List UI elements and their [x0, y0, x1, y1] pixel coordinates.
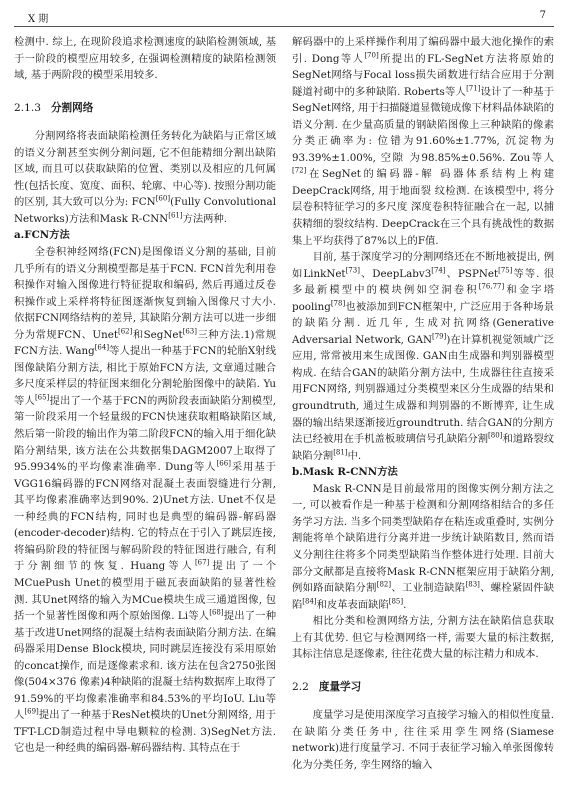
- segnet-continued-paragraph: 解码器中的上采样操作利用了编码器中最大池化操作的索引. Dong等人[70]所提出的FL-SegNet方法将原始的SegNet网络与Focal loss损失函数进行结合应用于分割隧道衬砌中的多种缺陷. Roberts等人[71]设计了一种基于SegNet网络, 用于扫描隧道显微镜成像下材料晶体缺陷的语义分割. 在少量高质量的钢缺陷图像上三种缺陷的像素分类正确率为: 位错为91.60%±1.77%, 沉淀物为93.39%±1.00%, 空隙 为98.85%±0.56%. Zou等人[72]在SegNet的编码器-解 码器体系结构上构建DeepCrack网络, 用于地面裂 纹检测. 在该模型中, 将分层卷积特征学习的多尺度 深度卷积特征融合在一起, 以捕获精细的裂纹结构. DeepCrack在三个具有挑战性的数据集上平均获得了87%以上的F值.: [292, 36, 554, 247]
- citation-ref: [72]: [292, 166, 307, 175]
- section-title: 分割网络: [50, 101, 94, 114]
- section-number: 2.1.3: [14, 101, 41, 114]
- page-number: 7: [539, 10, 546, 21]
- segmentation-paragraph-1: 分割网络将表面缺陷检测任务转化为缺陷与正常区域的语义分割甚至实例分割问题, 它不但能精细分割出缺陷区域, 而且可以获取缺陷的位置、类别以及相应的几何属性(包括长度、宽度、面积、轮廓、中心等). 按照分割功能的区别, 其大致可以分为: FCN[60](Fully Convolutional Networks)方法和Mask R-CNN[61]方法两种.: [14, 130, 276, 225]
- citation-ref: [63]: [182, 327, 197, 336]
- citation-ref: [61]: [168, 211, 183, 220]
- citation-ref: [70]: [364, 51, 379, 60]
- citation-ref: [85]: [388, 597, 404, 606]
- fcn-paragraph: 全卷积神经网络(FCN)是图像语义分割的基础, 目前几乎所有的语义分割模型都是基于FCN. FCN首先利用卷积操作对输入图像进行特征提取和编码, 然后再通过反卷积操作或上采样将特征图逐渐恢复到输入图像尺寸大小. 依据FCN网络结构的差异, 其缺陷分割方法可以进一步细分为常规FCN、Unet[62]和SegNet[63]三种方法.1)常规FCN方法. Wang[64]等人提出一种基于FCN的轮胎X射线图像缺陷分割方法, 相比于原始FCN方法, 文章通过融合多尺度采样层的特征图来细化分割轮胎图像中的缺陷. Yu等人[65]提出了一个基于FCN的两阶段表面缺陷分割模型, 第一阶段采用一个轻量级的FCN快速获取粗略缺陷区域, 然后第一阶段的输出作为第二阶段FCN的输入用于细化缺陷分割结果, 该方法在公共数据集DAGM2007上取得了95.9934%的平均像素准确率. Dung等人[66]采用基于VGG16编码器的FCN网络对混凝土表面裂缝进行分割, 其平均像素准确率达到90%. 2)Unet方法. Unet不仅是一种经典的FCN结构, 同时也是典型的编码器-解码器(encoder-decoder)结构. 它的特点在于引入了跳层连接, 将编码阶段的特征图与解码阶段的特征图进行融合, 有利于分割细节的恢复. Huang等人[67]提出了一个MCuePush Unet的模型用于磁瓦表面缺陷的显著性检测. 其Unet网络的输入为MCue模块生成三通道图像, 包括一个显著性图像和两个原始图像. Li等人[68]提出了一种基于改进Unet网络的混凝土结构表面缺陷分割方法. 在编码器采用Dense Block模块, 同时跳层连接没有采用原始的concat操作, 而是逐像素求和. 该方法在包含2750张图像(504×376 像素)4种缺陷的混凝土结构数据库上取得了91.59%的平均像素准确率和84.53%的平均IoU. Liu等人[69]提出了一种基于ResNet模块的Unet分割网络, 用于TFT-LCD制造过程中导电颗粒的检测. 3)SegNet方法. 它也是一种经典的编码器-解码器结构. 其特点在于: [14, 246, 277, 755]
- section-number: 2.2: [292, 680, 309, 693]
- left-column: [14, 34, 276, 757]
- subheading-mask-rcnn: b.Mask R-CNN方法: [292, 466, 398, 479]
- citation-ref: [79]: [431, 332, 447, 341]
- right-column: [292, 34, 554, 774]
- section-heading-segmentation: [14, 100, 276, 117]
- mask-rcnn-paragraph: Mask R-CNN是目前最常用的图像实例分割方法之一, 可以被看作是一种基于检测和分割网络相结合的多任务学习方法. 当多个同类型缺陷存在粘连或重叠时, 实例分割能将单个缺陷进行分离并进一步统计缺陷数目, 然而语义分割往往将多个同类型缺陷当作整体进行处理. 目前大部分文献都是直接将Mask R-CNN框架应用于缺陷分割, 例如路面缺陷分割[82]、工业制造缺陷[83]、螺栓紧固件缺陷[84]和皮革表面缺陷[85].: [292, 482, 555, 611]
- citation-ref: [60]: [155, 194, 171, 203]
- citation-ref: [84]: [302, 597, 317, 606]
- comparison-paragraph: 相比分类和检测网络方法, 分割方法在缺陷信息获取上有其优势. 但它与检测网络一样, 需要大量的标注数据, 其标注信息是逐像素, 往往花费大量的标注精力和成本.: [292, 615, 554, 661]
- citation-ref: [76,77]: [478, 282, 505, 291]
- citation-ref: [71]: [466, 84, 481, 93]
- section-title: 度量学习: [318, 680, 362, 693]
- recent-models-paragraph: 目前, 基于深度学习的分割网络还在不断地被提出, 例如LinkNet[73]、DeepLabv3[74]、PSPNet[75]等等. 很多最新模型中的模块例如空洞卷积[76,77]和金字塔pooling[78]也被添加到FCN框架中, 广泛应用于各种场景的缺陷分割. 近几年, 生成对抗网络(Generative Adversarial Network, GAN[79])在计算机视觉领域广泛应用, 常常被用来生成图像. GAN由生成器和判别器模型构成. 在结合GAN的缺陷分割方法中, 生成器往往直接采用FCN网络, 判别器通过分类模型来区分生成器的结果和groundtruth, 通过生成器和判别器的不断博弈, 让生成器的输出结果逐渐接近groundtruth. 结合GAN的分割方法已经被用在手机盖板玻璃信号孔缺陷分割[80]和道路裂纹缺陷分割[81]中.: [292, 251, 555, 462]
- citation-ref: [64]: [94, 343, 110, 352]
- citation-ref: [62]: [117, 327, 133, 336]
- journal-issue: X 期: [28, 14, 49, 25]
- citation-ref: [83]: [465, 580, 480, 589]
- citation-ref: [73]: [345, 266, 360, 275]
- intro-paragraph: 检测中. 综上, 在现阶段追求检测速度的缺陷检测领域, 基于一阶段的模型应用较多, 在强调检测精度的缺陷检测领域, 基于两阶段的模型采用较多.: [14, 36, 276, 82]
- citation-ref: [75]: [498, 266, 513, 275]
- citation-ref: [67]: [194, 558, 210, 567]
- section-heading-metric-learning: [292, 679, 554, 696]
- citation-ref: [82]: [376, 580, 392, 589]
- citation-ref: [81]: [333, 448, 348, 457]
- page-header: [14, 8, 554, 27]
- citation-ref: [78]: [330, 299, 346, 308]
- citation-ref: [66]: [216, 459, 231, 468]
- citation-ref: [69]: [24, 707, 39, 716]
- citation-ref: [68]: [209, 608, 224, 617]
- subheading-fcn: a.FCN方法: [14, 229, 70, 242]
- metric-learning-paragraph: 度量学习是使用深度学习直接学习输入的相似性度量. 在缺陷分类任务中, 往往采用孪生网络(Siamese network)进行度量学习. 不同于表征学习输入单张图像转化为分类任务, 孪生网络的输入: [292, 709, 554, 771]
- citation-ref: [80]: [488, 431, 503, 440]
- citation-ref: [74]: [431, 266, 446, 275]
- citation-ref: [65]: [34, 393, 50, 402]
